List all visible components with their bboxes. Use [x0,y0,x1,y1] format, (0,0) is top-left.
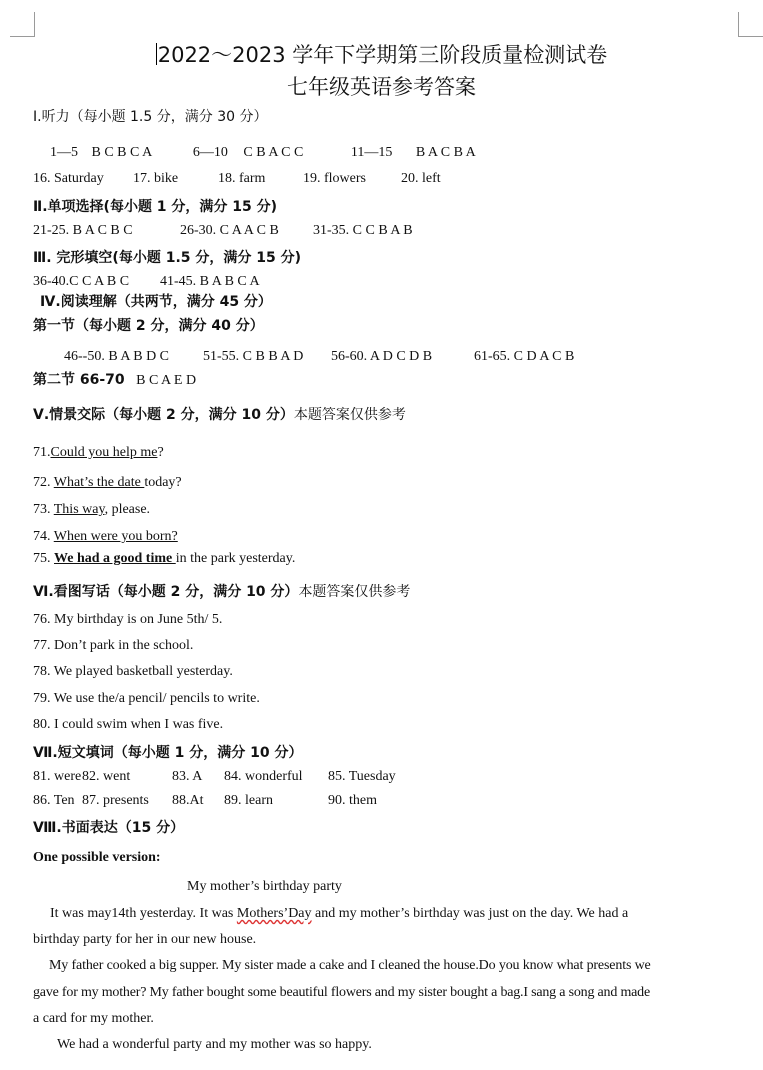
picture-writing-item-80: 80. I could swim when I was five. [33,717,224,732]
essay-p2-line1: My father cooked a big supper. My sister made a cake and I cleaned the house.Do you know what presents we [49,958,651,973]
listening-heading: Ⅰ.听力（每小题 1.5 分，满分 30 分） [33,109,268,125]
reading-part2: 第二节 66-70 B C A E D [33,372,197,388]
dialogue-item-73: 73. This way, please. [33,502,151,517]
page-title: 2022～2023 学年下学期第三阶段质量检测试卷 [157,43,608,67]
essay-title: My mother’s birthday party [187,879,342,894]
dialogue-item-75: 75. We had a good time in the park yesterday. [33,551,296,566]
cloze-heading: Ⅲ. 完形填空(每小题 1.5 分，满分 15 分) [33,250,302,266]
dialogue-item-71: 71.Could you help me? [33,445,164,460]
fill-blank-row-1: 81. were82. went 83. A 84. wonderful 85. Tuesday [33,769,396,784]
essay-p2-line2: gave for my mother? My father bought some beautiful flowers and my sister bought a bag.I sang a song and made [33,985,650,1000]
picture-writing-item-78: 78. We played basketball yesterday. [33,664,233,679]
crop-mark-top-right [738,12,763,37]
essay-p2-line3: a card for my mother. [33,1011,154,1026]
text-cursor [156,43,157,65]
essay-p1-line2: birthday party for her in our new house. [33,932,257,947]
writing-version-label: One possible version: [33,850,161,865]
essay-p1-line1: It was may14th yesterday. It was Mothers’Day and my mother’s birthday was just on the day. We had a [50,906,629,921]
listening-row-2: 16. Saturday 17. bike 18. farm 19. flowers 20. left [33,171,441,186]
essay-p3: We had a wonderful party and my mother was so happy. [57,1037,372,1052]
single-choice-answers: 21-25. B A C B C 26-30. C A A C B 31-35. C C B A B [33,223,413,238]
single-choice-heading: Ⅱ.单项选择(每小题 1 分，满分 15 分) [33,199,278,215]
picture-writing-item-79: 79. We use the/a pencil/ pencils to write. [33,691,260,706]
cloze-answers: 36-40.C C A B C 41-45. B A B C A [33,274,260,289]
crop-mark-top-left [10,12,35,37]
reading-part1-answers: 46--50. B A B D C 51-55. C B B A D 56-60. A D C D B 61-65. C D A C B [64,349,575,364]
picture-writing-heading: Ⅵ.看图写话（每小题 2 分，满分 10 分）本题答案仅供参考 [33,584,411,600]
picture-writing-item-77: 77. Don’t park in the school. [33,638,194,653]
fill-blank-heading: Ⅶ.短文填词（每小题 1 分，满分 10 分） [33,745,303,761]
fill-blank-row-2: 86. Ten 87. presents 88.At 89. learn 90. them [33,793,377,808]
reading-part1-heading: 第一节（每小题 2 分，满分 40 分） [33,318,264,334]
picture-writing-item-76: 76. My birthday is on June 5th/ 5. [33,612,223,627]
reading-heading: Ⅳ.阅读理解（共两节，满分 45 分） [40,294,272,310]
writing-heading: Ⅷ.书面表达（15 分） [33,820,185,836]
page-subtitle: 七年级英语参考答案 [287,75,476,99]
dialogue-item-74: 74. When were you born? [33,529,178,544]
dialogue-heading: Ⅴ.情景交际（每小题 2 分，满分 10 分）本题答案仅供参考 [33,407,406,423]
dialogue-item-72: 72. What’s the date today? [33,475,182,490]
listening-row-1: 1—5 B C B C A 6—10 C B A C C 11—15 B A C B A [50,145,476,160]
